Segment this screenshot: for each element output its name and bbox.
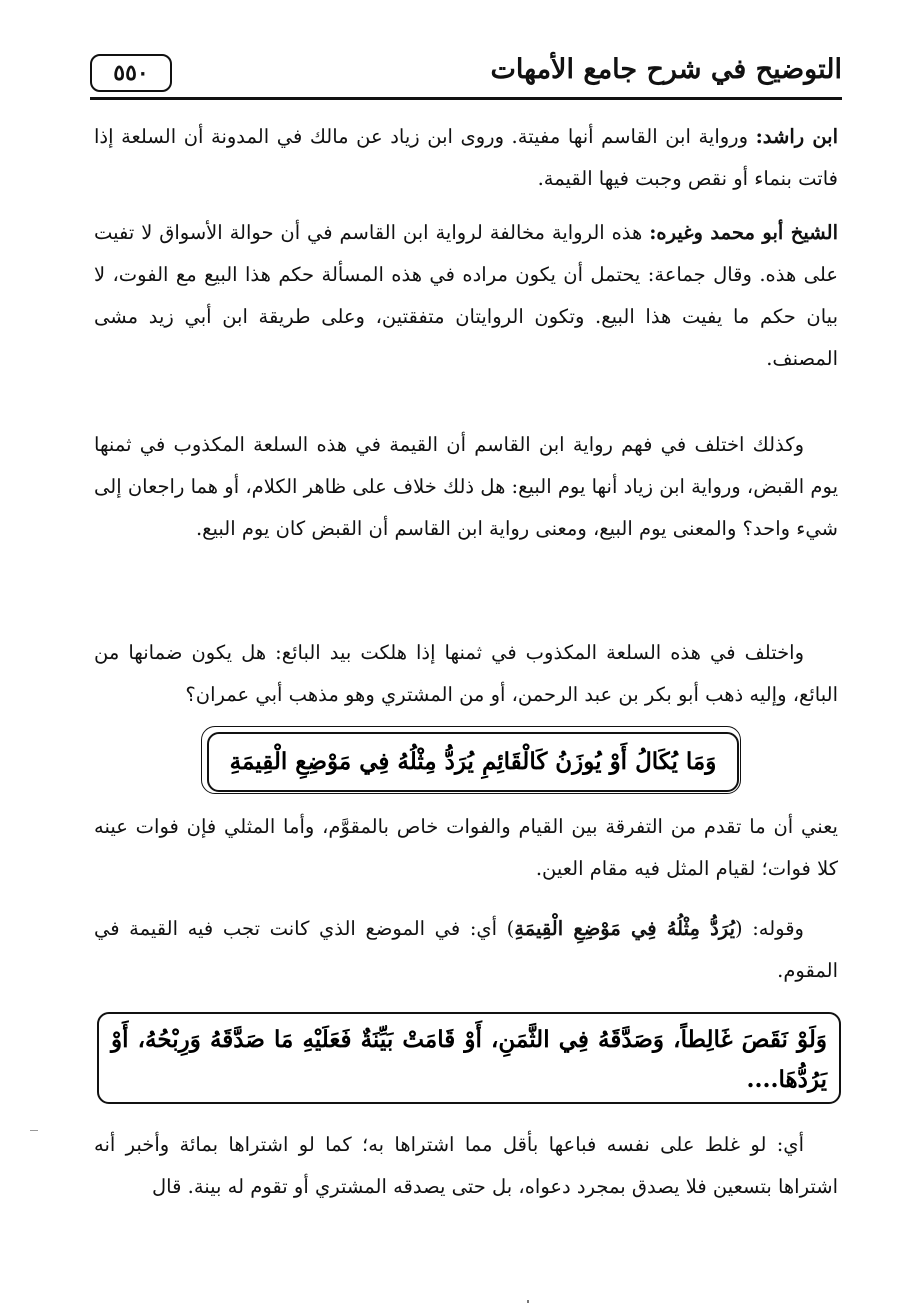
quote-text: يُرَدُّ مِثْلُهُ فِي مَوْضِعِ الْقِيمَةِ (514, 917, 735, 940)
paragraph-text: واختلف في هذه السلعة المكذوب في ثمنها إذا هلكت بيد البائع: هل يكون ضمانها من البائع، وإليه ذهب أبو بكر بن عبد الرحمن، أو من المشتري وهو مذهب أبي عمران؟ (94, 641, 838, 706)
paragraph-text: وكذلك اختلف في فهم رواية ابن القاسم أن القيمة في هذه السلعة المكذوب في ثمنها يوم القبض، ورواية ابن زياد أنها يوم البيع: هل ذلك خلاف على ظاهر الكلام، أو هما راجعان إلى شيء واحد؟ والمعنى يوم البيع، ومعنى رواية ابن القاسم أن القبض كان يوم البيع. (94, 433, 838, 540)
quote-suffix: ) أي: في الموضع الذي كانت تجب فيه القيمة في المقوم. (94, 917, 838, 982)
page-number: ٥٥٠ (90, 54, 172, 92)
header-rule (90, 97, 842, 100)
paragraph-ikhtalaf-halak (94, 632, 838, 716)
book-title: التوضيح في شرح جامع الأمهات (490, 54, 842, 85)
margin-mark (30, 1130, 38, 1131)
paragraph-text: أي: لو غلط على نفسه فباعها بأقل مما اشتراها به؛ كما لو اشتراها بمائة وأخبر أنه اشتراها بتسعين فلا يصدق بمجرد دعواه، بل حتى يصدقه المشتري أو تقوم له بينة. قال (94, 1133, 838, 1198)
paragraph-yani: يعني أن ما تقدم من التفرقة بين القيام والفوات خاص بالمقوَّم، وأما المثلي فإن فوات عينه كلا فوات؛ لقيام المثل فيه مقام العين. (94, 815, 838, 880)
matn-text-box: وَمَا يُكَالُ أَوْ يُوزَنُ كَالْقَائِمِ يُرَدُّ مِثْلُهُ فِي مَوْضِعِ الْقِيمَةِ (207, 732, 739, 792)
paragraph-lead: ابن راشد: (755, 125, 839, 148)
quote-prefix: وقوله: ( (735, 917, 804, 940)
paragraph-ikhtalaf-fahm (94, 424, 838, 550)
paragraph-text: ورواية ابن القاسم أنها مفيتة. وروى ابن زياد عن مالك في المدونة أن السلعة إذا فاتت بنماء أو نقص وجبت فيها القيمة. (94, 125, 838, 190)
paragraph-lead: الشيخ أبو محمد وغيره: (649, 221, 838, 244)
scan-speck (527, 1300, 529, 1303)
matn-text-box-2: وَلَوْ نَقَصَ غَالِطاً، وَصَدَّقَهُ فِي الثَّمَنِ، أَوْ قَامَتْ بَيِّنَةٌ فَعَلَيْهِ مَا صَدَّقَهُ وَرِبْحُهُ، أَوْ يَرُدُّهَا.... (97, 1012, 841, 1104)
paragraph-ibn-rashid (94, 116, 838, 200)
paragraph-abu-muhammad (94, 212, 838, 380)
paragraph-qawluh (94, 908, 838, 992)
paragraph-ay-ghalat (94, 1124, 838, 1208)
running-header (90, 50, 842, 94)
paragraph-text: هذه الرواية مخالفة لرواية ابن القاسم في أن حوالة الأسواق لا تفيت على هذه. وقال جماعة: يحتمل أن يكون مراده في هذه المسألة حكم هذا البيع مع الفوت، لا بيان حكم ما يفيت هذا البيع. وتكون الروايتان متفقتين، وعلى طريقة ابن أبي زيد مشى المصنف. (94, 221, 838, 370)
